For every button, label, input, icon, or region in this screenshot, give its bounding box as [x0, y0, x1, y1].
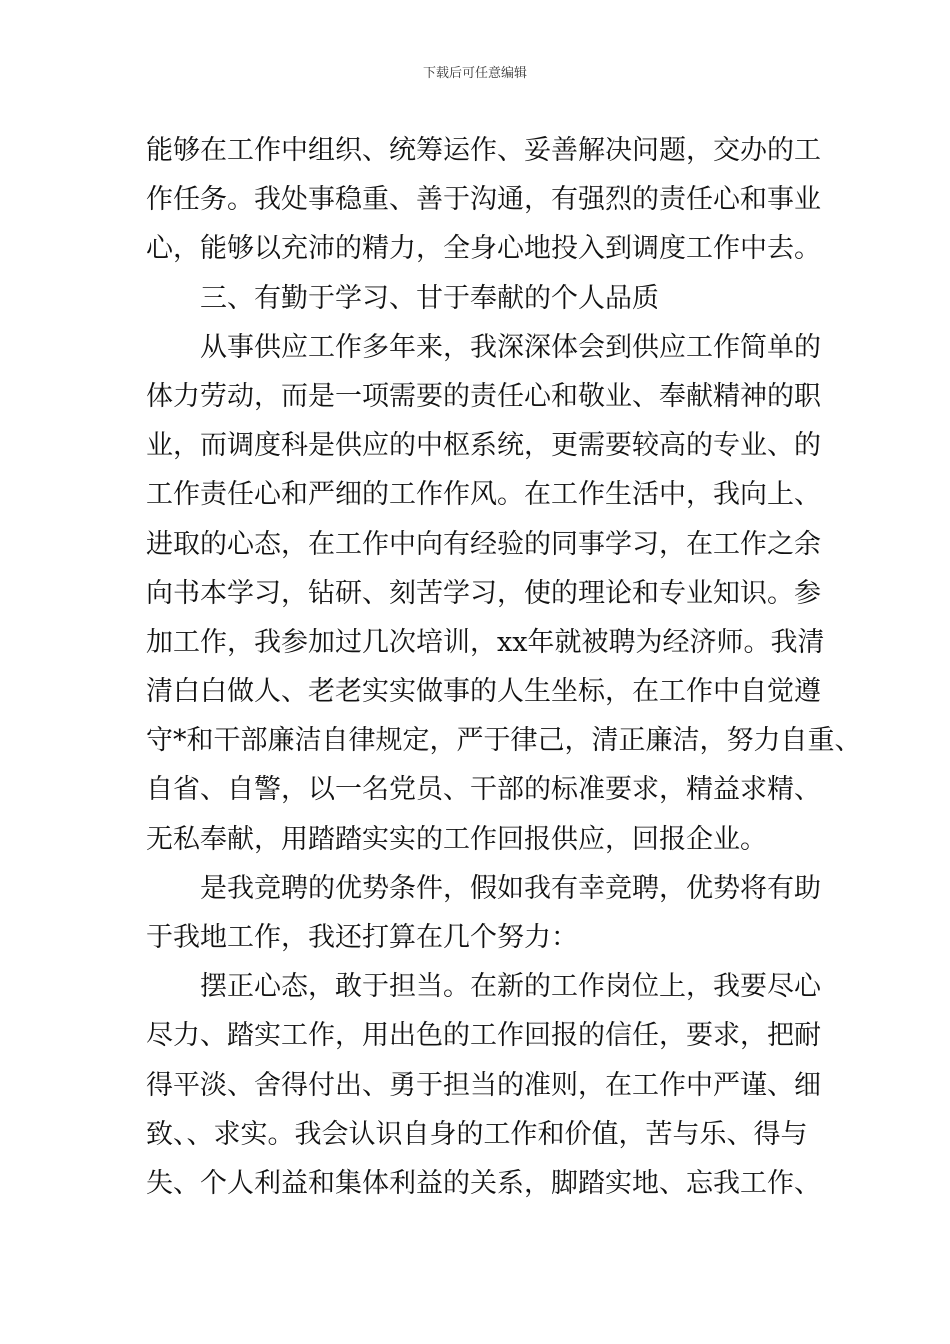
text-line: 自省、自警，以一名党员、干部的标准要求，精益求精、	[146, 774, 821, 806]
text-line: 于我地工作，我还打算在几个努力：	[146, 922, 578, 953]
text-line: 工作责任心和严细的工作作风。在工作生活中，我向上、	[146, 479, 821, 511]
text-line: 是我竞聘的优势条件，假如我有幸竞聘，优势将有助	[200, 872, 821, 904]
text-line: 向书本学习，钻研、刻苦学习，使的理论和专业知识。参	[146, 577, 821, 609]
text-line: 守*和干部廉洁自律规定，严于律己，清正廉洁，努力自重、	[146, 725, 862, 757]
text-line: 无私奉献，用踏踏实实的工作回报供应，回报企业。	[146, 823, 767, 855]
page-header: 下载后可任意编辑	[422, 66, 527, 81]
text-line: 进取的心态，在工作中向有经验的同事学习，在工作之余	[146, 528, 821, 560]
text-line: 尽力、踏实工作，用出色的工作回报的信任，要求，把耐	[146, 1020, 821, 1052]
text-line: 作任务。我处事稳重、善于沟通，有强烈的责任心和事业	[146, 184, 821, 216]
text-line: 摆正心态，敢于担当。在新的工作岗位上，我要尽心	[200, 971, 821, 1003]
text-line: 体力劳动，而是一项需要的责任心和敬业、奉献精神的职	[146, 380, 821, 412]
text-line: 能够在工作中组织、统筹运作、妥善解决问题，交办的工	[146, 135, 821, 166]
text-line: 加工作，我参加过几次培训，xx年就被聘为经济师。我清	[146, 626, 825, 658]
text-line: 心，能够以充沛的精力，全身心地投入到调度工作中去。	[146, 233, 821, 265]
text-line: 从事供应工作多年来，我深深体会到供应工作简单的	[200, 331, 821, 363]
text-line: 三、有勤于学习、甘于奉献的个人品质	[200, 282, 659, 314]
text-line: 业，而调度科是供应的中枢系统，更需要较高的专业、的	[146, 430, 821, 462]
text-line: 致、、求实。我会认识自身的工作和价值，苦与乐、得与	[146, 1118, 808, 1150]
text-line: 得平淡、舍得付出、勇于担当的准则，在工作中严谨、细	[146, 1069, 821, 1101]
document-body	[146, 126, 862, 1208]
text-line: 失、个人利益和集体利益的关系，脚踏实地、忘我工作、	[146, 1167, 821, 1199]
text-line: 清白白做人、老老实实做事的人生坐标，在工作中自觉遵	[146, 676, 821, 708]
